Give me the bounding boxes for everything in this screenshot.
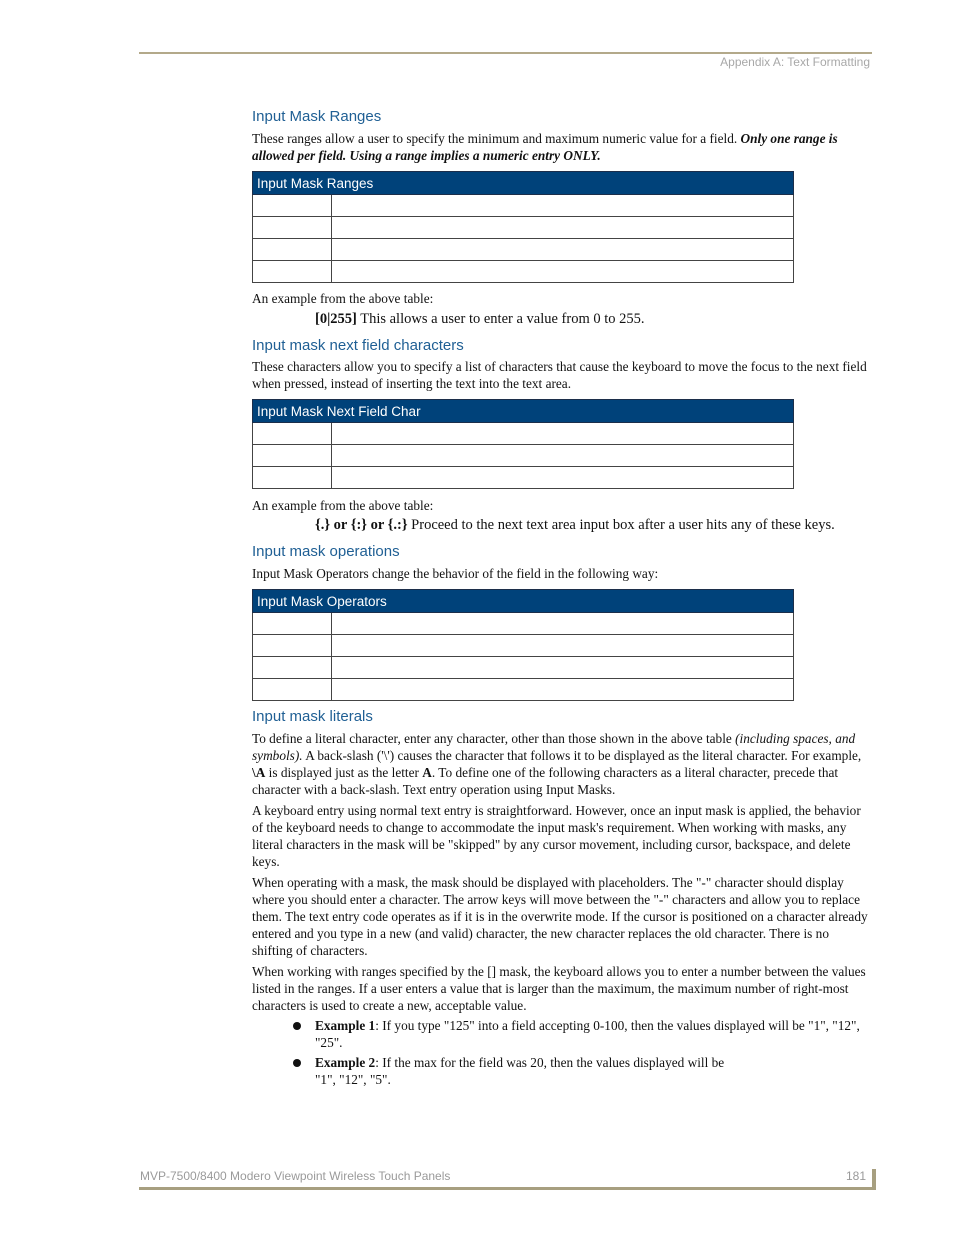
- table-row: [253, 467, 794, 489]
- operations-intro: Input Mask Operators change the behavior of the field in the following way:: [252, 566, 659, 581]
- next-field-example-text: Proceed to the next text area input box after a user hits any of these keys.: [407, 517, 835, 533]
- section-heading-next-field: Input mask next field characters: [252, 337, 464, 354]
- section-heading-ranges: Input Mask Ranges: [252, 108, 382, 125]
- ranges-example-text: This allows a user to enter a value from 0 to 255.: [356, 311, 645, 327]
- section-heading-operations: Input mask operations: [252, 543, 400, 560]
- table-row: [253, 261, 794, 283]
- literals-p1-text: . To define one of the following characters as a literal character, precede that character with a back-slash. Text entry operation using Input Masks.: [252, 765, 839, 797]
- table-row: [253, 613, 794, 635]
- page-number: 181: [846, 1169, 867, 1183]
- operations-table-header: Input Mask Operators: [253, 590, 794, 613]
- examples-list: [290, 1017, 870, 1091]
- table-row: [253, 679, 794, 701]
- literals-p1-letter: A: [422, 765, 432, 780]
- next-field-intro: These characters allow you to specify a list of characters that cause the keyboard to move the focus to the next field when pressed, instead of inserting the text into the text area.: [252, 359, 867, 391]
- table-row: [253, 445, 794, 467]
- literals-p1-emphasis: (including spaces, and symbols).: [252, 731, 856, 763]
- section-heading-literals: Input mask literals: [252, 708, 373, 725]
- literals-p1-text: A back-slash ('\') causes the character that follows it to be displayed as the literal character. For example,: [302, 748, 862, 763]
- literals-paragraph-4: When working with ranges specified by the [] mask, the keyboard allows you to enter a number between the values listed in the ranges. If a user enters a value that is larger than the maximum, the maximum number of right-most characters is used to create a new, acceptable value.: [252, 964, 866, 1013]
- example-label: Example 2: [315, 1055, 376, 1070]
- example-label: Example 1: [315, 1018, 376, 1033]
- footer-title: MVP-7500/8400 Modero Viewpoint Wireless Touch Panels: [140, 1169, 451, 1183]
- literals-paragraph-1: [252, 730, 870, 798]
- literals-paragraph-3: When operating with a mask, the mask should be displayed with placeholders. The "-" character should display where you should enter a character. The arrow keys will move between the "-" characters and allow you to replace them. The text entry code operates as if it is in the overwrite mode. If the cursor is positioned on a character already entered and you type in a new (and valid) character, the new character replaces the old character. There is no shifting of characters.: [252, 875, 868, 958]
- list-item: [290, 1054, 735, 1088]
- ranges-intro-text: These ranges allow a user to specify the minimum and maximum numeric value for a field.: [252, 131, 741, 146]
- next-field-table-header: Input Mask Next Field Char: [253, 400, 794, 423]
- example-text: : If you type "125" into a field accepting 0-100, then the values displayed will be "1", "12", "25".: [315, 1018, 860, 1050]
- ranges-table-header: Input Mask Ranges: [253, 172, 794, 195]
- next-field-example: [315, 517, 835, 534]
- ranges-example: [315, 311, 645, 328]
- ranges-intro-emphasis: Only one range is allowed per field. Using a range implies a numeric entry ONLY.: [252, 131, 838, 163]
- table-row: [253, 657, 794, 679]
- bullet-icon: [293, 1059, 301, 1067]
- literals-p1-text: To define a literal character, enter any character, other than those shown in the above table: [252, 731, 736, 746]
- ranges-example-intro: An example from the above table:: [252, 291, 434, 306]
- next-field-example-code: {.} or {:} or {.:}: [315, 517, 408, 533]
- literals-paragraph-2: A keyboard entry using normal text entry is straightforward. However, once an input mask is applied, the behavior of the keyboard needs to change to accommodate the input mask's requirement. When working with masks, any literal characters in the mask will be "skipped" by any cursor movement, including cursor, backspace, and delete keys.: [252, 803, 861, 869]
- table-row: [253, 239, 794, 261]
- table-row: [253, 195, 794, 217]
- footer-rule: [139, 1187, 876, 1190]
- table-row: [253, 217, 794, 239]
- ranges-intro: [252, 130, 870, 164]
- header-rule: [139, 52, 872, 54]
- operations-table: [252, 589, 794, 701]
- list-item: [290, 1017, 870, 1051]
- next-field-table: [252, 399, 794, 489]
- literals-p1-text: is displayed just as the letter: [265, 765, 423, 780]
- literals-p1-code: \A: [252, 765, 266, 780]
- literals-body: [252, 730, 870, 1014]
- bullet-icon: [293, 1022, 301, 1030]
- running-head: Appendix A: Text Formatting: [720, 55, 870, 69]
- table-row: [253, 635, 794, 657]
- ranges-table: [252, 171, 794, 283]
- example-text: : If the max for the field was 20, then the values displayed will be "1", "12", "5".: [315, 1055, 725, 1087]
- ranges-example-code: [0|255]: [315, 311, 357, 327]
- next-field-example-intro: An example from the above table:: [252, 498, 434, 513]
- table-row: [253, 423, 794, 445]
